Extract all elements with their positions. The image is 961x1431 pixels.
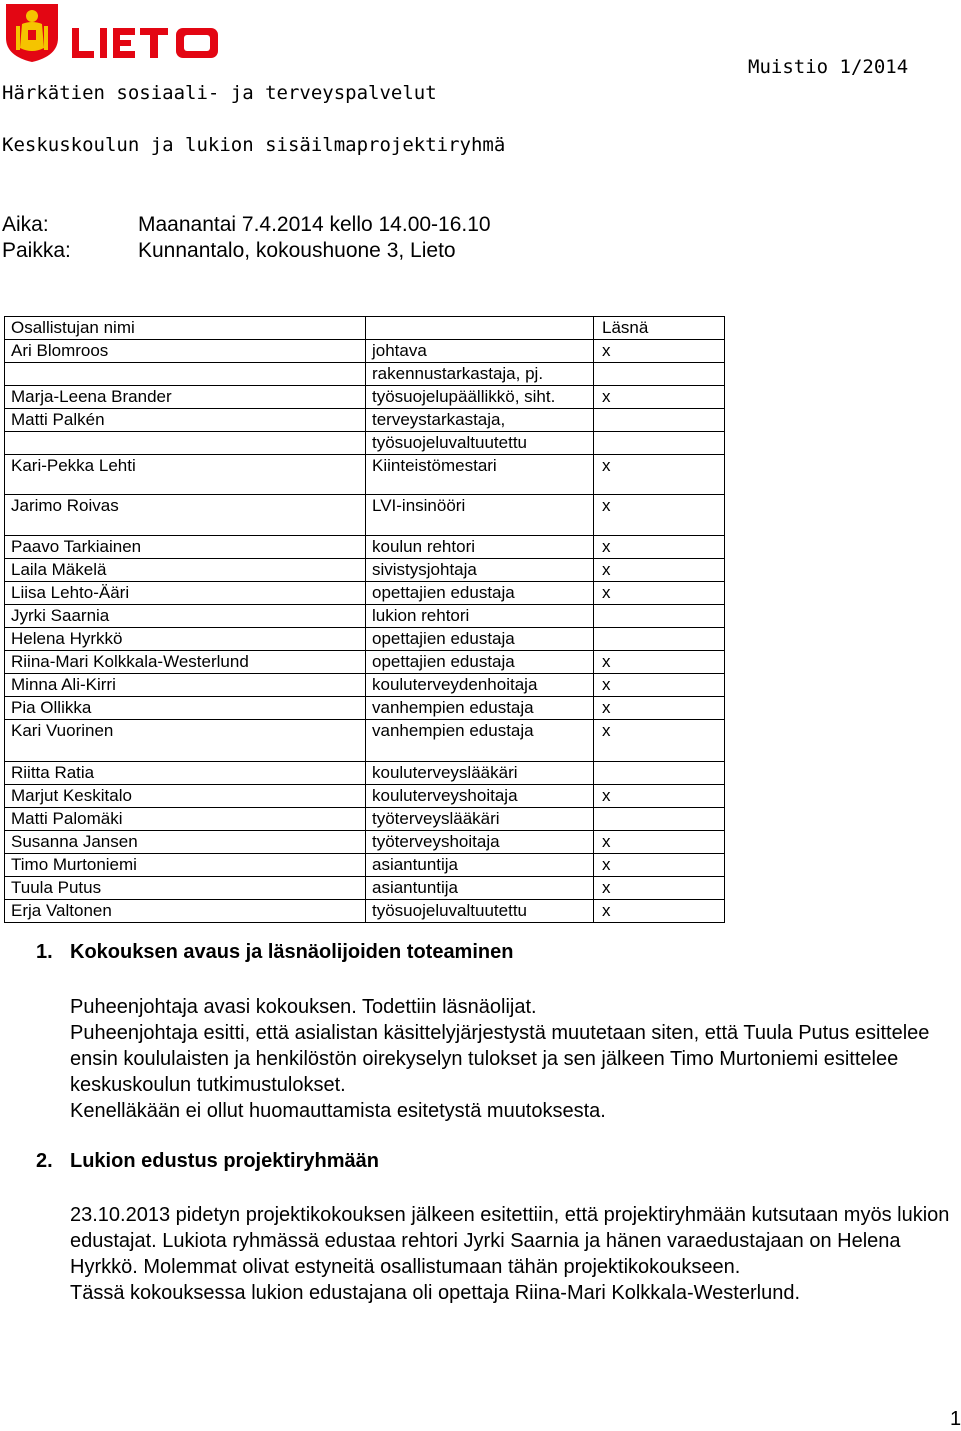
present-mark: x [594,386,725,409]
participant-role: johtava [366,340,594,363]
participant-role: kouluterveyslääkäri [366,762,594,785]
present-mark: x [594,831,725,854]
participant-name: Laila Mäkelä [5,559,366,582]
participant-name: Jyrki Saarnia [5,605,366,628]
participant-role: terveystarkastaja, [366,409,594,432]
attendance-row [5,363,725,386]
present-mark [594,409,725,432]
present-mark: x [594,340,725,363]
attendance-row [5,559,725,582]
place-label: Paikka: [2,239,71,262]
attendance-row [5,605,725,628]
present-mark: x [594,674,725,697]
present-mark: x [594,455,725,495]
section-2-paragraph: Tässä kokouksessa lukion edustajana oli opettaja Riina-Mari Kolkkala-Westerlund. [70,1282,800,1304]
attendance-row [5,432,725,455]
participant-role: työsuojelupäällikkö, siht. [366,386,594,409]
present-mark: x [594,582,725,605]
participant-name: Matti Palomäki [5,808,366,831]
participant-name: Matti Palkén [5,409,366,432]
present-mark [594,363,725,386]
participant-name: Timo Murtoniemi [5,854,366,877]
attendance-row [5,720,725,762]
present-mark: x [594,720,725,762]
participant-role: opettajien edustaja [366,651,594,674]
present-mark [594,605,725,628]
participant-role: työsuojeluvaltuutettu [366,900,594,923]
section-1-paragraph: Kenelläkään ei ollut huomauttamista esitetystä muutoksesta. [70,1100,606,1122]
attendance-row [5,697,725,720]
participant-role: kouluterveyshoitaja [366,785,594,808]
attendance-row [5,628,725,651]
participant-name: Helena Hyrkkö [5,628,366,651]
attendance-row [5,582,725,605]
participant-role: asiantuntija [366,877,594,900]
present-mark: x [594,785,725,808]
section-1-body [70,994,956,1124]
participant-name: Marjut Keskitalo [5,785,366,808]
present-mark: x [594,536,725,559]
participant-name: Marja-Leena Brander [5,386,366,409]
present-mark: x [594,559,725,582]
attendance-row [5,900,725,923]
section-2-number: 2. [36,1150,53,1172]
present-mark: x [594,697,725,720]
document-number: Muistio 1/2014 [748,56,909,78]
participant-name: Minna Ali-Kirri [5,674,366,697]
participant-role: vanhempien edustaja [366,697,594,720]
section-1-paragraph: Puheenjohtaja avasi kokouksen. Todettiin läsnäolijat. [70,996,537,1018]
time-value: Maanantai 7.4.2014 kello 14.00-16.10 [138,213,491,236]
participant-role: rakennustarkastaja, pj. [366,363,594,386]
attendance-row [5,808,725,831]
present-mark [594,762,725,785]
attendance-row [5,674,725,697]
participant-name: Ari Blomroos [5,340,366,363]
attendance-row [5,409,725,432]
attendance-table-body [5,317,725,923]
lieto-logo [4,2,220,64]
name-column-header: Osallistujan nimi [5,317,366,340]
present-column-header: Läsnä [594,317,725,340]
present-mark: x [594,854,725,877]
participant-name: Tuula Putus [5,877,366,900]
attendance-row [5,785,725,808]
participant-role: lukion rehtori [366,605,594,628]
attendance-row [5,495,725,536]
attendance-row [5,651,725,674]
participant-role: Kiinteistömestari [366,455,594,495]
participant-name: Jarimo Roivas [5,495,366,536]
page-number: 1 [950,1408,961,1430]
participant-name: Pia Ollikka [5,697,366,720]
participant-role: LVI-insinööri [366,495,594,536]
time-label: Aika: [2,213,49,236]
participant-role: asiantuntija [366,854,594,877]
place-value: Kunnantalo, kokoushuone 3, Lieto [138,239,456,262]
attendance-row [5,877,725,900]
section-1-number: 1. [36,941,53,963]
participant-name: Riina-Mari Kolkkala-Westerlund [5,651,366,674]
participant-name: Erja Valtonen [5,900,366,923]
participant-role: opettajien edustaja [366,628,594,651]
participant-name: Kari-Pekka Lehti [5,455,366,495]
participant-role: työsuojeluvaltuutettu [366,432,594,455]
participant-name [5,432,366,455]
present-mark: x [594,651,725,674]
role-column-header [366,317,594,340]
present-mark: x [594,495,725,536]
participant-name: Kari Vuorinen [5,720,366,762]
present-mark: x [594,877,725,900]
attendance-row [5,455,725,495]
attendance-row [5,340,725,363]
participant-role: sivistysjohtaja [366,559,594,582]
participant-role: kouluterveydenhoitaja [366,674,594,697]
section-2-paragraph: 23.10.2013 pidetyn projektikokouksen jälkeen esitettiin, että projektiryhmään kutsutaan myös lukion edustajat. Lukiota ryhmässä edustaa rehtori Jyrki Saarnia ja hänen varaedustajaan on Helena Hyrkkö. Molemmat olivat estyneitä osallistumaan tähän projektikokoukseen. [70,1204,950,1278]
participant-name: Liisa Lehto-Ääri [5,582,366,605]
group-name: Keskuskoulun ja lukion sisäilmaprojektiryhmä [2,134,506,156]
participant-name: Susanna Jansen [5,831,366,854]
attendance-row [5,831,725,854]
section-2-title: Lukion edustus projektiryhmään [70,1150,379,1172]
participant-role: vanhempien edustaja [366,720,594,762]
present-mark [594,808,725,831]
attendance-row [5,536,725,559]
section-1-title: Kokouksen avaus ja läsnäolijoiden toteaminen [70,941,514,963]
attendance-row [5,386,725,409]
section-1-paragraph: Puheenjohtaja esitti, että asialistan käsittelyjärjestystä muutetaan siten, että Tuula Putus esittelee ensin koululaisten ja henkilöstön oirekyselyn tulokset ja sen jälkeen Timo Murtoniemi esittelee keskuskoulun tutkimustulokset. [70,1022,930,1096]
section-2-body [70,1202,956,1306]
present-mark [594,432,725,455]
participant-name: Paavo Tarkiainen [5,536,366,559]
attendance-header-row [5,317,725,340]
participant-role: työterveyshoitaja [366,831,594,854]
participant-name: Riitta Ratia [5,762,366,785]
present-mark: x [594,900,725,923]
organization-name: Härkätien sosiaali- ja terveyspalvelut [2,82,437,104]
participant-role: työterveyslääkäri [366,808,594,831]
lieto-coat-of-arms-icon [4,2,220,64]
present-mark [594,628,725,651]
participant-role: koulun rehtori [366,536,594,559]
attendance-table [4,316,725,923]
attendance-row [5,854,725,877]
participant-role: opettajien edustaja [366,582,594,605]
attendance-row [5,762,725,785]
participant-name [5,363,366,386]
